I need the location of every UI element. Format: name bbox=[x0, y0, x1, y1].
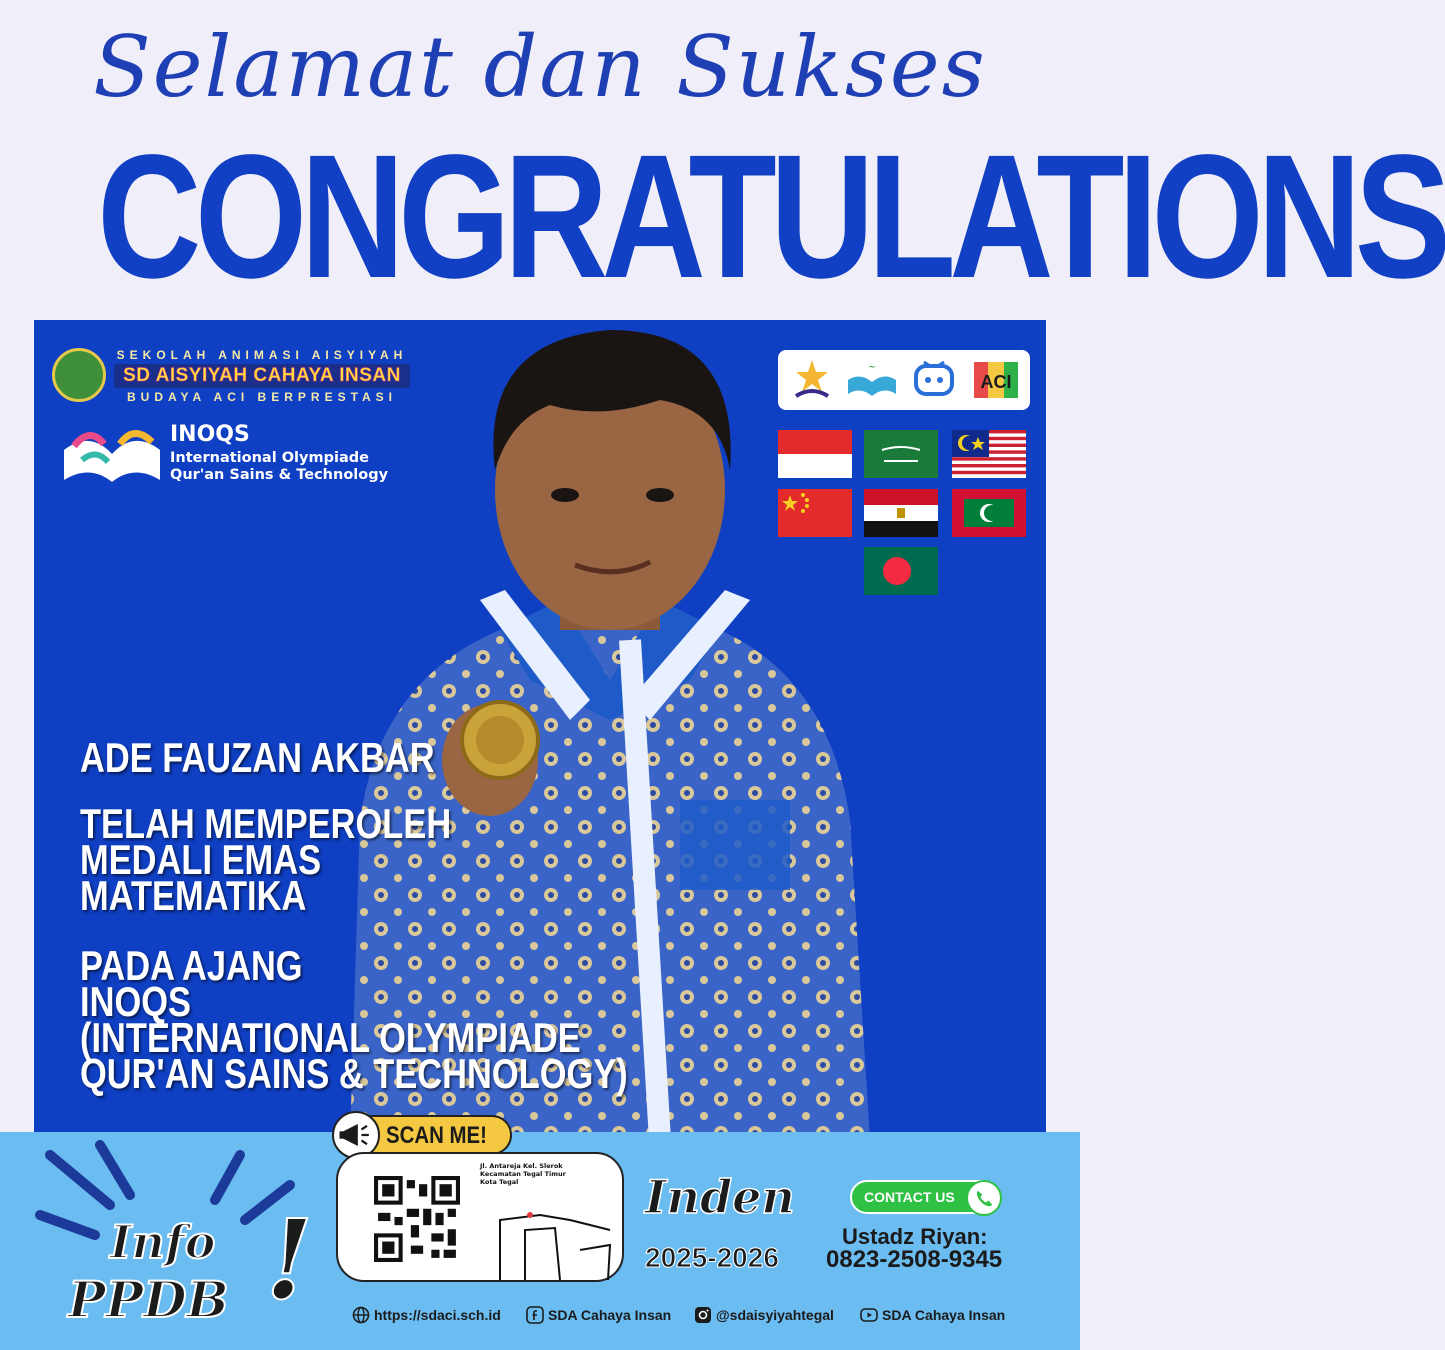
congratulations-heading: CONGRATULATIONS bbox=[97, 119, 1445, 315]
school-tagline-bottom: BUDAYA ACI BERPRESTASI bbox=[126, 390, 398, 404]
address-line-2: Kecamatan Tegal Timur bbox=[480, 1170, 566, 1178]
youtube-link[interactable] bbox=[860, 1306, 1005, 1328]
scan-me-label: SCAN ME! bbox=[386, 1122, 487, 1149]
maldives-flag-icon bbox=[952, 489, 1026, 537]
qr-code[interactable] bbox=[374, 1176, 460, 1262]
school-logo bbox=[52, 348, 412, 406]
achievement-line-4: PADA AJANG bbox=[80, 942, 303, 989]
instagram-icon bbox=[694, 1306, 712, 1324]
script-title: Selamat dan Sukses bbox=[93, 18, 987, 116]
student-name: ADE FAUZAN AKBAR bbox=[80, 734, 435, 781]
contact-person: Ustadz Riyan: bbox=[842, 1224, 988, 1249]
school-tagline-top: SEKOLAH ANIMASI AISYIYAH bbox=[116, 348, 408, 362]
star-figure-icon bbox=[784, 356, 840, 404]
globe-icon bbox=[352, 1306, 370, 1324]
bangladesh-flag-icon bbox=[864, 547, 938, 595]
facebook-handle: SDA Cahaya Insan bbox=[548, 1307, 672, 1323]
svg-text:~: ~ bbox=[867, 362, 877, 373]
info-label: Info bbox=[110, 1215, 216, 1269]
malaysia-flag-icon bbox=[952, 430, 1026, 478]
open-book-icon bbox=[60, 420, 164, 484]
school-emblem-icon bbox=[52, 348, 106, 402]
egypt-flag-icon bbox=[864, 489, 938, 537]
youtube-icon bbox=[860, 1306, 878, 1324]
instagram-handle: @sdaisyiyahtegal bbox=[716, 1307, 834, 1323]
address-line-1: Jl. Antareja Kel. Slerok bbox=[480, 1162, 563, 1170]
website-link[interactable] bbox=[352, 1306, 501, 1328]
qr-location-card[interactable] bbox=[336, 1152, 624, 1282]
svg-text:ACI: ACI bbox=[980, 372, 1012, 392]
achievement-line-7: QUR'AN SAINS & TECHNOLOGY) bbox=[80, 1050, 628, 1097]
inoqs-title: INOQS bbox=[170, 422, 250, 447]
address-line-3: Kota Tegal bbox=[480, 1178, 519, 1186]
info-ppdb-badge bbox=[40, 1145, 330, 1345]
website-url: https://sdaci.sch.id bbox=[374, 1307, 501, 1323]
academic-years: 2025-2026 bbox=[645, 1242, 779, 1273]
scan-me-badge bbox=[334, 1115, 512, 1155]
instagram-link[interactable] bbox=[694, 1306, 834, 1328]
achievement-line-2: MEDALI EMAS bbox=[80, 836, 322, 883]
whatsapp-phone-icon[interactable] bbox=[966, 1180, 1002, 1216]
achievement-line-1: TELAH MEMPEROLEH bbox=[80, 800, 452, 847]
school-name: SD AISYIYAH CAHAYA INSAN bbox=[114, 364, 410, 388]
achievement-line-5: INOQS bbox=[80, 978, 191, 1025]
china-flag-icon bbox=[778, 489, 852, 537]
inoqs-subtitle-line2: Qur'an Sains & Technology bbox=[170, 467, 389, 483]
inoqs-logo bbox=[60, 420, 390, 490]
tv-robot-icon bbox=[906, 356, 962, 404]
facebook-link[interactable] bbox=[526, 1306, 671, 1328]
contact-us-button[interactable]: CONTACT US bbox=[850, 1180, 1000, 1214]
indonesia-flag-icon bbox=[778, 430, 852, 478]
partner-logos-bar bbox=[778, 350, 1030, 410]
achievement-line-3: MATEMATIKA bbox=[80, 872, 307, 919]
aci-logo-icon bbox=[968, 356, 1024, 404]
youtube-channel: SDA Cahaya Insan bbox=[882, 1307, 1006, 1323]
saudi-arabia-flag-icon bbox=[864, 430, 938, 478]
achievement-line-6: (INTERNATIONAL OLYMPIADE bbox=[80, 1014, 581, 1061]
location-map[interactable] bbox=[480, 1190, 620, 1280]
contact-phone-number[interactable]: 0823-2508-9345 bbox=[826, 1246, 1003, 1273]
open-book-teal-icon bbox=[844, 356, 900, 404]
facebook-icon bbox=[526, 1306, 544, 1324]
ppdb-label: PPDB bbox=[68, 1270, 229, 1329]
school-address bbox=[480, 1162, 620, 1186]
inoqs-subtitle-line1: International Olympiade bbox=[170, 450, 369, 466]
exclamation-mark: ! bbox=[265, 1195, 314, 1324]
inden-label: Inden bbox=[645, 1170, 795, 1224]
